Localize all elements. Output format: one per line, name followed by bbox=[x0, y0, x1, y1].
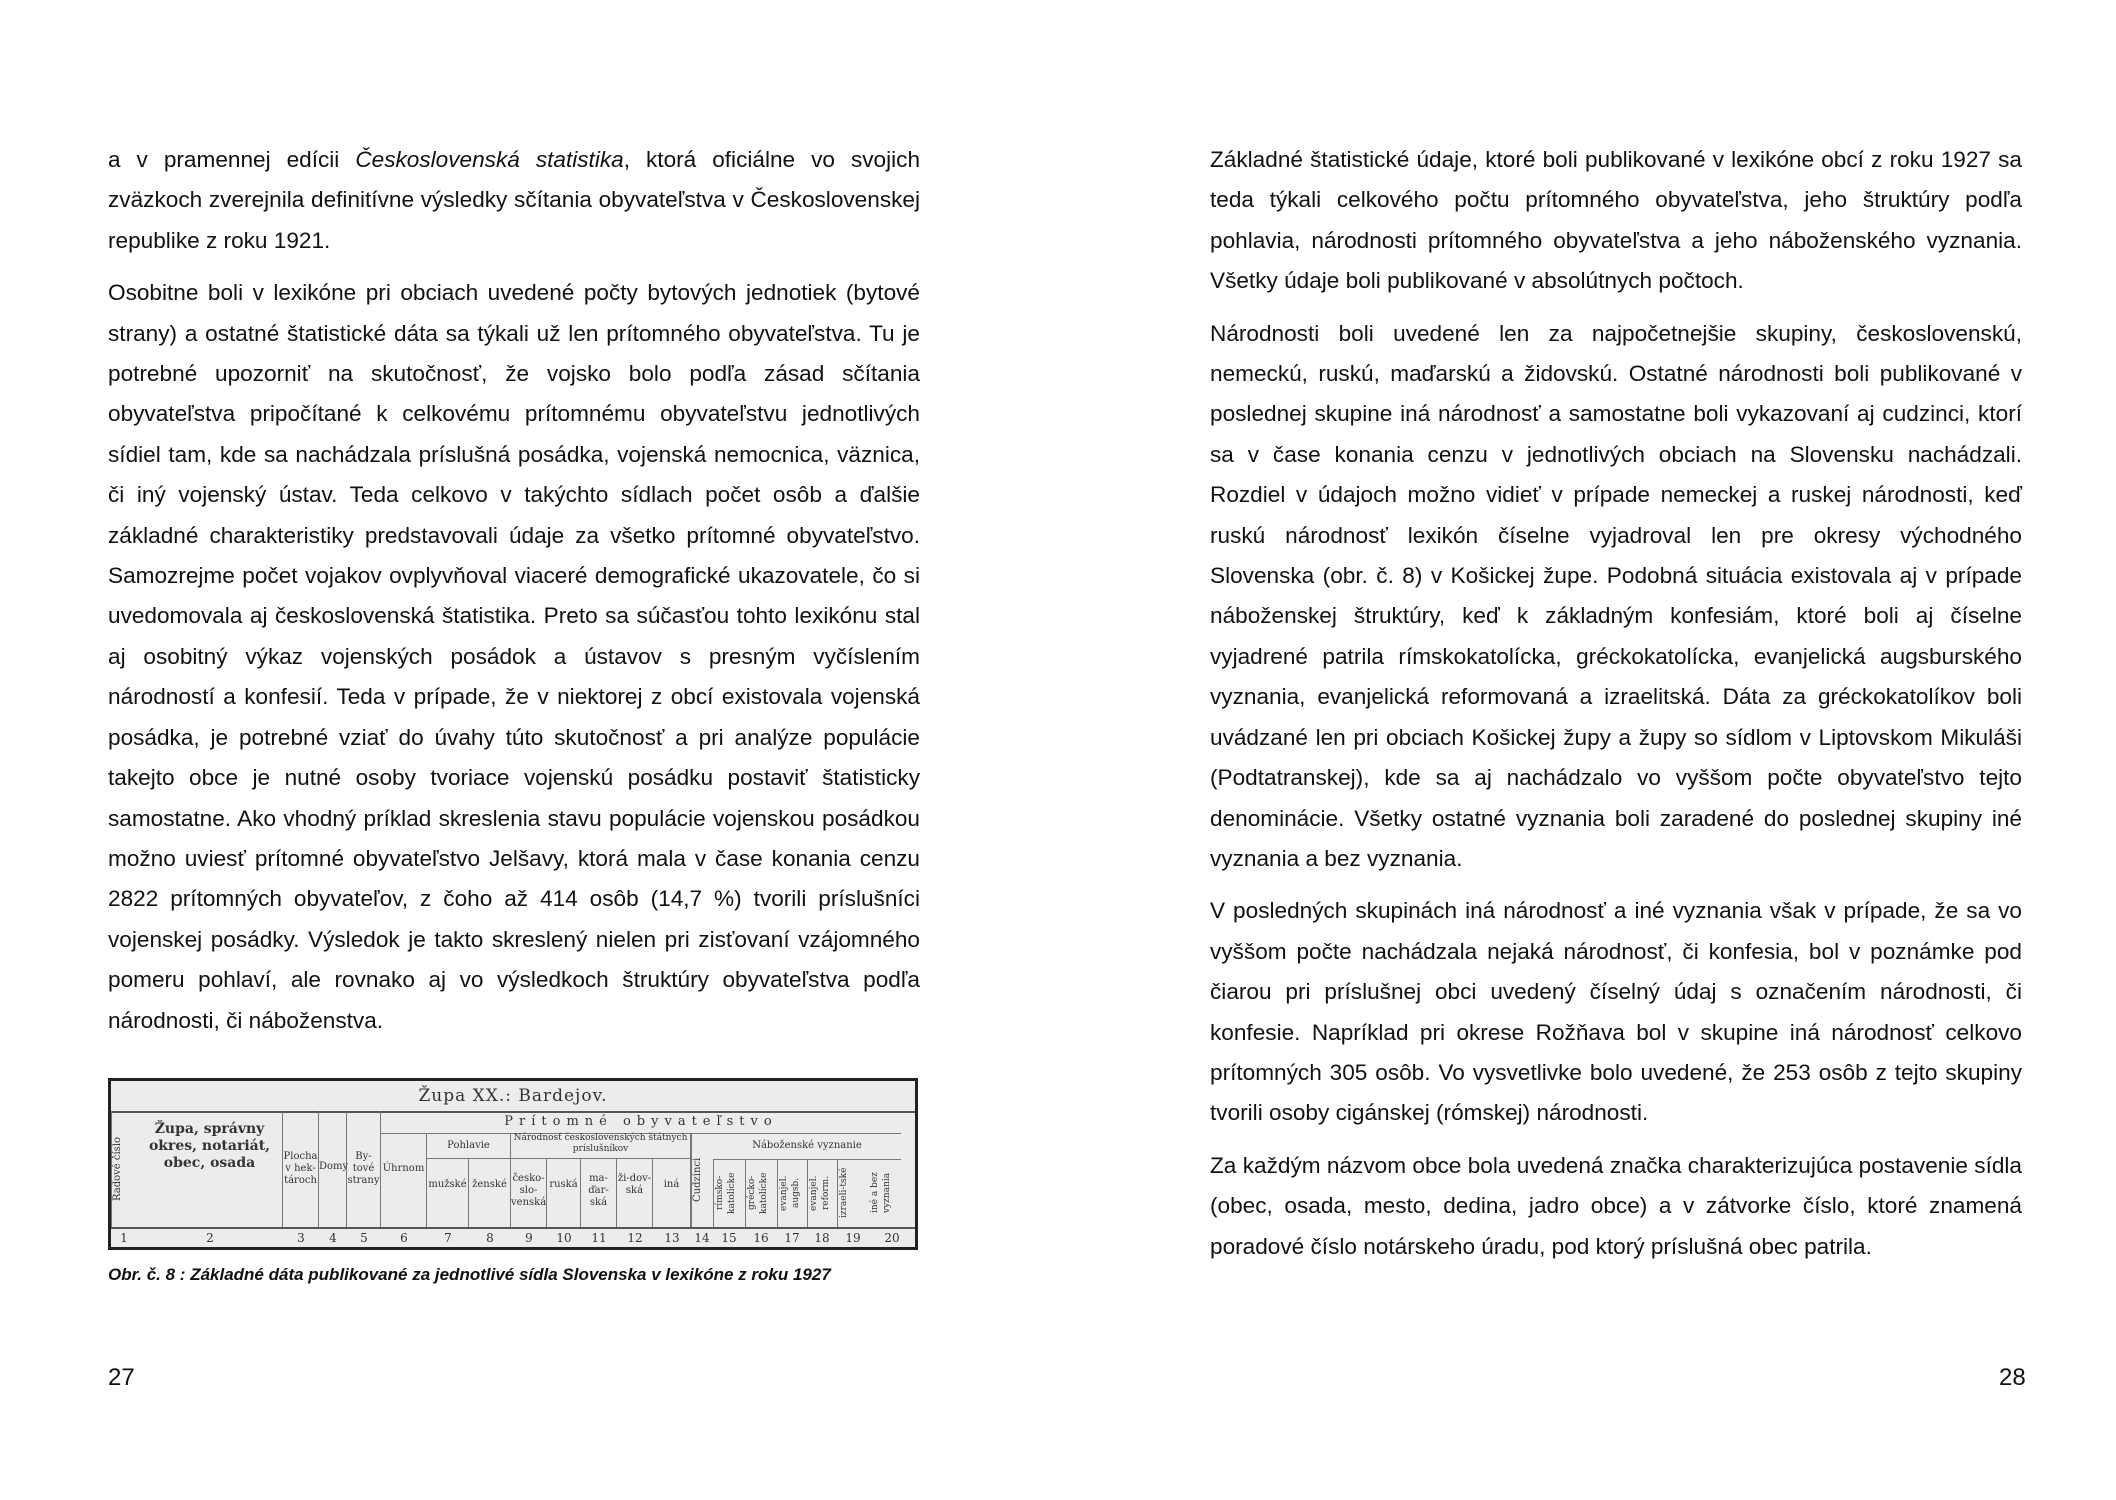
column-number: 20 bbox=[884, 1231, 900, 1245]
column-header: Radové číslo bbox=[111, 1111, 137, 1227]
figure-caption: Obr. č. 8 : Základné dáta publikované za jednotlivé sídla Slovenska v lexikóne z roku 1927 bbox=[108, 1265, 831, 1284]
column-header: grécko-katolícke bbox=[745, 1159, 777, 1227]
column-header: izraeli-tské bbox=[837, 1159, 869, 1227]
group-header-sex: Pohlavie bbox=[427, 1133, 511, 1159]
column-number: 10 bbox=[556, 1231, 572, 1245]
column-header: iné a bez vyznania bbox=[870, 1172, 892, 1214]
group-header-religion: Náboženské vyznanie bbox=[713, 1133, 901, 1160]
column-number: 13 bbox=[664, 1231, 680, 1245]
column-header: By-tové strany bbox=[347, 1111, 381, 1227]
page-number: 27 bbox=[108, 1364, 135, 1391]
figure-table-header bbox=[111, 1111, 915, 1227]
page-number: 28 bbox=[1999, 1364, 2026, 1391]
left-text-column bbox=[108, 140, 920, 1053]
group-header-nationality: Národnosť československých štátnych príslušníkov bbox=[511, 1133, 691, 1159]
column-header: Domy bbox=[319, 1111, 347, 1227]
right-paragraph-4: Za každým názvom obce bola uvedená značka charakterizujúca postavenie sídla (obec, osada, mesto, dedina, jadro obce) a v zátvorke číslo, ktoré znamená poradové číslo notárskeho úradu, pod ktorý príslušná obec patrila. bbox=[1210, 1152, 2022, 1259]
column-number: 14 bbox=[694, 1231, 710, 1245]
column-header: ženské bbox=[469, 1159, 511, 1227]
figure-title: Župa XX.: Bardejov. bbox=[111, 1081, 915, 1113]
figure-column-numbers bbox=[111, 1227, 915, 1249]
paragraph-text: a v pramennej edícii bbox=[108, 147, 356, 172]
column-number: 4 bbox=[329, 1231, 337, 1245]
right-page bbox=[1058, 0, 2116, 1500]
right-paragraph-3: V posledných skupinách iná národnosť a iné vyznania však v prípade, že sa vo vyššom počte nachádzala nejaká národnosť, či konfesia, bol v poznámke pod čiarou pri príslušnej obci uvedený číselný údaj s označením národnosti, či konfesie. Napríklad pri okrese Rožňava bol v skupine iná národnosť celkovo prítomných 305 osôb. Vo vysvetlivke bolo uvedené, že 253 osôb z tejto skupiny tvorili osoby cigánskej (rómskej) národnosti. bbox=[1210, 898, 2022, 1126]
left-paragraph-2: Osobitne boli v lexikóne pri obciach uvedené počty bytových jednotiek (bytové strany) a ostatné štatistické dáta sa týkali už len prítomného obyvateľstva. Tu je potrebné upozorniť na skutočnosť, že vojsko bolo podľa zásad sčítania obyvateľstva pripočítané k celkovému prítomnému obyvateľstvu jednotlivých sídiel tam, kde sa nachádzala príslušná posádka, vojenská nemocnica, väznica, či iný vojenský ústav. Teda celkovo v takýchto sídlach počet osôb a ďalšie základné charakteristiky predstavovali údaje za všetko prítomné obyvateľstvo. Samozrejme počet vojakov ovplyvňoval viaceré demografické ukazovatele, čo si uvedomovala aj československá štatistika. Preto sa súčasťou tohto lexikónu stal aj osobitný výkaz vojenských posádok a ústavov s presným vyčíslením národností a konfesií. Teda v prípade, že v niektorej z obcí existovala vojenská posádka, je potrebné vziať do úvahy túto skutočnosť a pri analýze populácie takejto obce je nutné osoby tvoriace vojenskú posádku postaviť štatisticky samostatne. Ako vhodný príklad skreslenia stavu populácie vojenskou posádkou možno uviesť prítomné obyvateľstvo Jelšavy, ktorá mala v čase konania cenzu 2822 prítomných obyvateľov, z čoho až 414 osôb (14,7 %) tvorili príslušníci vojenskej posádky. Výsledok je takto skreslený nielen pri zisťovaní vzájomného pomeru pohlaví, ale rovnako aj vo výsledkoch štruktúry obyvateľstva podľa národnosti, či náboženstva. bbox=[108, 280, 920, 1033]
group-header-present-population: Prítomné obyvateľstvo bbox=[381, 1111, 901, 1134]
column-number: 18 bbox=[814, 1231, 830, 1245]
column-number: 3 bbox=[297, 1231, 305, 1245]
column-header: Župa, správny okres, notariát, obec, osada bbox=[137, 1111, 283, 1227]
column-number: 9 bbox=[525, 1231, 533, 1245]
column-number: 7 bbox=[444, 1231, 452, 1245]
column-header: Cudzinci bbox=[691, 1133, 713, 1227]
column-header: česko-slo-venská bbox=[511, 1159, 547, 1227]
census-table-figure bbox=[108, 1078, 918, 1250]
column-number: 17 bbox=[784, 1231, 800, 1245]
column-number: 16 bbox=[753, 1231, 769, 1245]
column-number: 8 bbox=[486, 1231, 494, 1245]
column-header: ruská bbox=[547, 1159, 581, 1227]
publication-title: Československá statistika bbox=[355, 147, 624, 172]
column-header: evanjel. reform. bbox=[807, 1159, 837, 1227]
right-paragraph-1: Základné štatistické údaje, ktoré boli publikované v lexikóne obcí z roku 1927 sa teda týkali celkového počtu prítomného obyvateľstva, jeho štruktúry podľa pohlavia, národnosti prítomného obyvateľstva a jeho náboženského vyznania. Všetky údaje boli publikované v absolútnych počtoch. bbox=[1210, 147, 2022, 294]
column-header: mužské bbox=[427, 1159, 469, 1227]
column-number: 1 bbox=[120, 1231, 128, 1245]
column-header: iná bbox=[653, 1159, 691, 1227]
column-header: ma-ďar-ská bbox=[581, 1159, 617, 1227]
column-number: 11 bbox=[591, 1231, 607, 1245]
column-header: Úhrnom bbox=[381, 1133, 427, 1227]
column-number: 12 bbox=[627, 1231, 643, 1245]
column-number: 6 bbox=[400, 1231, 408, 1245]
right-paragraph-2: Národnosti boli uvedené len za najpočetnejšie skupiny, československú, nemeckú, ruskú, maďarskú a židovskú. Ostatné národnosti boli publikované v poslednej skupine iná národnosť a samostatne boli vykazovaní aj cudzinci, ktorí sa v čase konania cenzu v jednotlivých obciach na Slovensku nachádzali. Rozdiel v údajoch možno vidieť v prípade nemeckej a ruskej národnosti, keď ruskú národnosť lexikón číselne vyjadroval len pre okresy východného Slovenska (obr. č. 8) v Košickej župe. Podobná situácia existovala aj v prípade náboženskej štruktúry, keď k základným konfesiám, ktoré boli aj číselne vyjadrené patrila rímskokatolícka, gréckokatolícka, evanjelická augsburského vyznania, evanjelická reformovaná a izraelitská. Dáta za gréckokatolíkov boli uvádzané len pri obciach Košickej župy a župy so sídlom v Liptovskom Mikuláši (Podtatranskej), kde sa aj nachádzalo vo vyššom počte obyvateľstvo tejto denominácie. Všetky ostatné vyznania boli zaradené do poslednej skupiny iné vyznania a bez vyznania. bbox=[1210, 320, 2022, 871]
column-header: rímsko-katolícke bbox=[713, 1159, 745, 1227]
left-paragraph-1 bbox=[108, 140, 920, 261]
column-header: ži-dov-ská bbox=[617, 1159, 653, 1227]
right-text-column bbox=[1210, 140, 2022, 1279]
column-number: 5 bbox=[360, 1231, 368, 1245]
column-header: Plocha v hek-tároch bbox=[283, 1111, 319, 1227]
paragraph-text: , ktorá oficiálne vo svojich zväzkoch zverejnila definitívne výsledky sčítania obyvateľstva v Československej republike z roku 1921. bbox=[108, 147, 921, 253]
column-number: 2 bbox=[206, 1231, 214, 1245]
column-header: evanjel. augsb. bbox=[777, 1159, 807, 1227]
column-number: 15 bbox=[721, 1231, 737, 1245]
column-number: 19 bbox=[845, 1231, 861, 1245]
